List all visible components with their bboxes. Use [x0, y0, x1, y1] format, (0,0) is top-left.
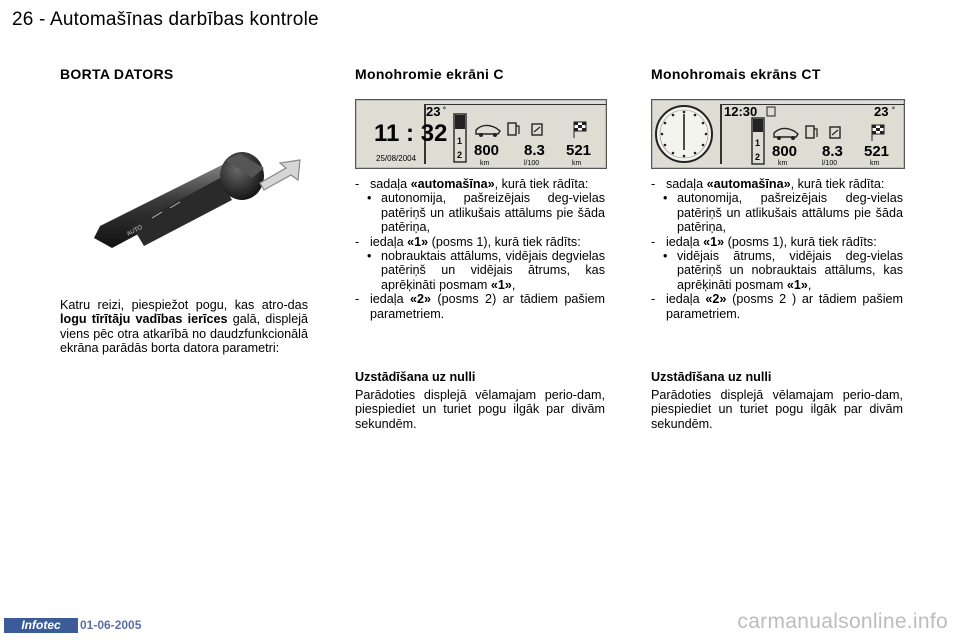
analog-clock-icon	[656, 106, 712, 162]
reset-text-right: Parādoties displejā vēlamajam perio-dam, piespiediet un turiet pogu ilgāk par divām sekundēm.	[651, 388, 903, 431]
display-c-consumption: 8.3	[524, 142, 545, 159]
display-c-unit-l100: l/100	[524, 160, 540, 167]
display-ct-small-icon	[767, 107, 775, 116]
display-ct-unit-l100: l/100	[822, 160, 838, 167]
display-c-tab2: 2	[457, 150, 463, 160]
display-c-temp: 23	[426, 104, 441, 119]
wiper-stalk-illustration	[92, 138, 302, 256]
list-item: - sadaļa «automašīna», kurā tiek rādīta:	[651, 177, 885, 191]
display-c-date: 25/08/2004	[376, 154, 417, 163]
stalk-label-auto: AUTO	[126, 224, 144, 238]
monochrome-display-c	[355, 99, 607, 169]
reset-heading-mid: Uzstādīšana uz nulli	[355, 370, 476, 384]
reset-heading-right: Uzstādīšana uz nulli	[651, 370, 772, 384]
display-ct-distance: 521	[864, 143, 890, 160]
list-bullet: • vidējais ātrums, vidējais deg-vielas patēriņš un nobrauktais attālums, kas aprēķināti posmam «1»,	[663, 249, 903, 292]
display-c-time: 11 : 32	[374, 120, 448, 147]
finish-flag-icon	[872, 125, 884, 141]
wiper-stalk-drawing	[92, 138, 302, 256]
display-c-degree: °	[443, 107, 446, 114]
desc-bold-wiper-control: logu tīrītāju vadības ierīces	[60, 312, 228, 327]
desc-part-2: galā, displejā viens pēc otra atkarībā no daudzfunkcionālā ekrāna parādās borta datora parametri:	[60, 312, 309, 356]
display-ct-range: 800	[772, 143, 798, 160]
section-heading-borta-dators: BORTA DATORS	[60, 66, 174, 82]
list-item: - iedaļa «2» (posms 2) ar tādiem pašiem parametriem.	[355, 292, 605, 321]
arrow-icon	[258, 158, 302, 197]
right-list	[651, 177, 903, 321]
fuel-gauge-icon	[830, 127, 840, 138]
list-item: - iedaļa «2» (posms 2 ) ar tādiem pašiem parametriem.	[651, 292, 903, 321]
display-ct-tab1: 1	[755, 138, 761, 148]
display-c-tab1: 1	[457, 136, 463, 146]
section-heading-monochrome-c: Monohromie ekrāni C	[355, 66, 504, 82]
fuel-pump-icon	[508, 123, 519, 135]
footer-date: 01-06-2005	[80, 618, 142, 632]
display-c-distance: 521	[566, 142, 592, 159]
display-ct-degree: °	[892, 107, 895, 114]
display-c-unit-km: km	[480, 160, 490, 167]
finish-flag-icon	[574, 122, 586, 138]
list-item: - sadaļa «automašīna», kurā tiek rādīta:	[355, 177, 589, 191]
borta-dators-description	[60, 298, 308, 356]
page-title: 26 - Automašīnas darbības kontrole	[12, 9, 319, 30]
mid-list	[355, 177, 605, 321]
display-ct-temp: 23	[874, 104, 889, 119]
display-ct-time: 12:30	[724, 104, 758, 119]
car-range-icon	[774, 128, 798, 140]
monochrome-display-ct	[651, 99, 905, 169]
car-range-icon	[476, 125, 500, 137]
fuel-gauge-icon	[532, 124, 542, 135]
display-ct-unit-km: km	[778, 160, 788, 167]
list-bullet: • autonomija, pašreizējais deg-vielas patēriņš un atlikušais attālums pie šāda patēriņa,	[367, 191, 605, 235]
display-c-unit-km2: km	[572, 160, 582, 167]
tab-car-icon	[753, 119, 763, 132]
tab-car-icon	[455, 115, 465, 129]
display-ct-unit-km2: km	[870, 160, 880, 167]
fuel-pump-icon	[806, 126, 817, 138]
list-item: - iedaļa «1» (posms 1), kurā tiek rādīts:	[651, 234, 877, 249]
reset-text-mid: Parādoties displejā vēlamajam perio-dam, piespiediet un turiet pogu ilgāk par divām sekundēm.	[355, 388, 605, 431]
list-bullet: • autonomija, pašreizējais deg-vielas patēriņš un atlikušais attālums pie šāda patēriņa,	[663, 191, 903, 235]
display-ct-consumption: 8.3	[822, 143, 843, 160]
display-ct-tab2: 2	[755, 152, 761, 162]
infotec-logo: Infotec	[4, 618, 78, 633]
list-item: - iedaļa «1» (posms 1), kurā tiek rādīts:	[355, 234, 581, 249]
display-c-range: 800	[474, 142, 500, 159]
section-heading-monochrome-ct: Monohromais ekrāns CT	[651, 66, 821, 82]
watermark: carmanualsonline.info	[737, 610, 948, 633]
list-bullet: • nobrauktais attālums, vidējais degvielas patēriņš un vidējais ātrums, kas aprēķināti posmam «1»,	[367, 249, 605, 292]
desc-part-1: Katru reizi, piespiežot pogu, kas atro-das	[60, 298, 308, 312]
